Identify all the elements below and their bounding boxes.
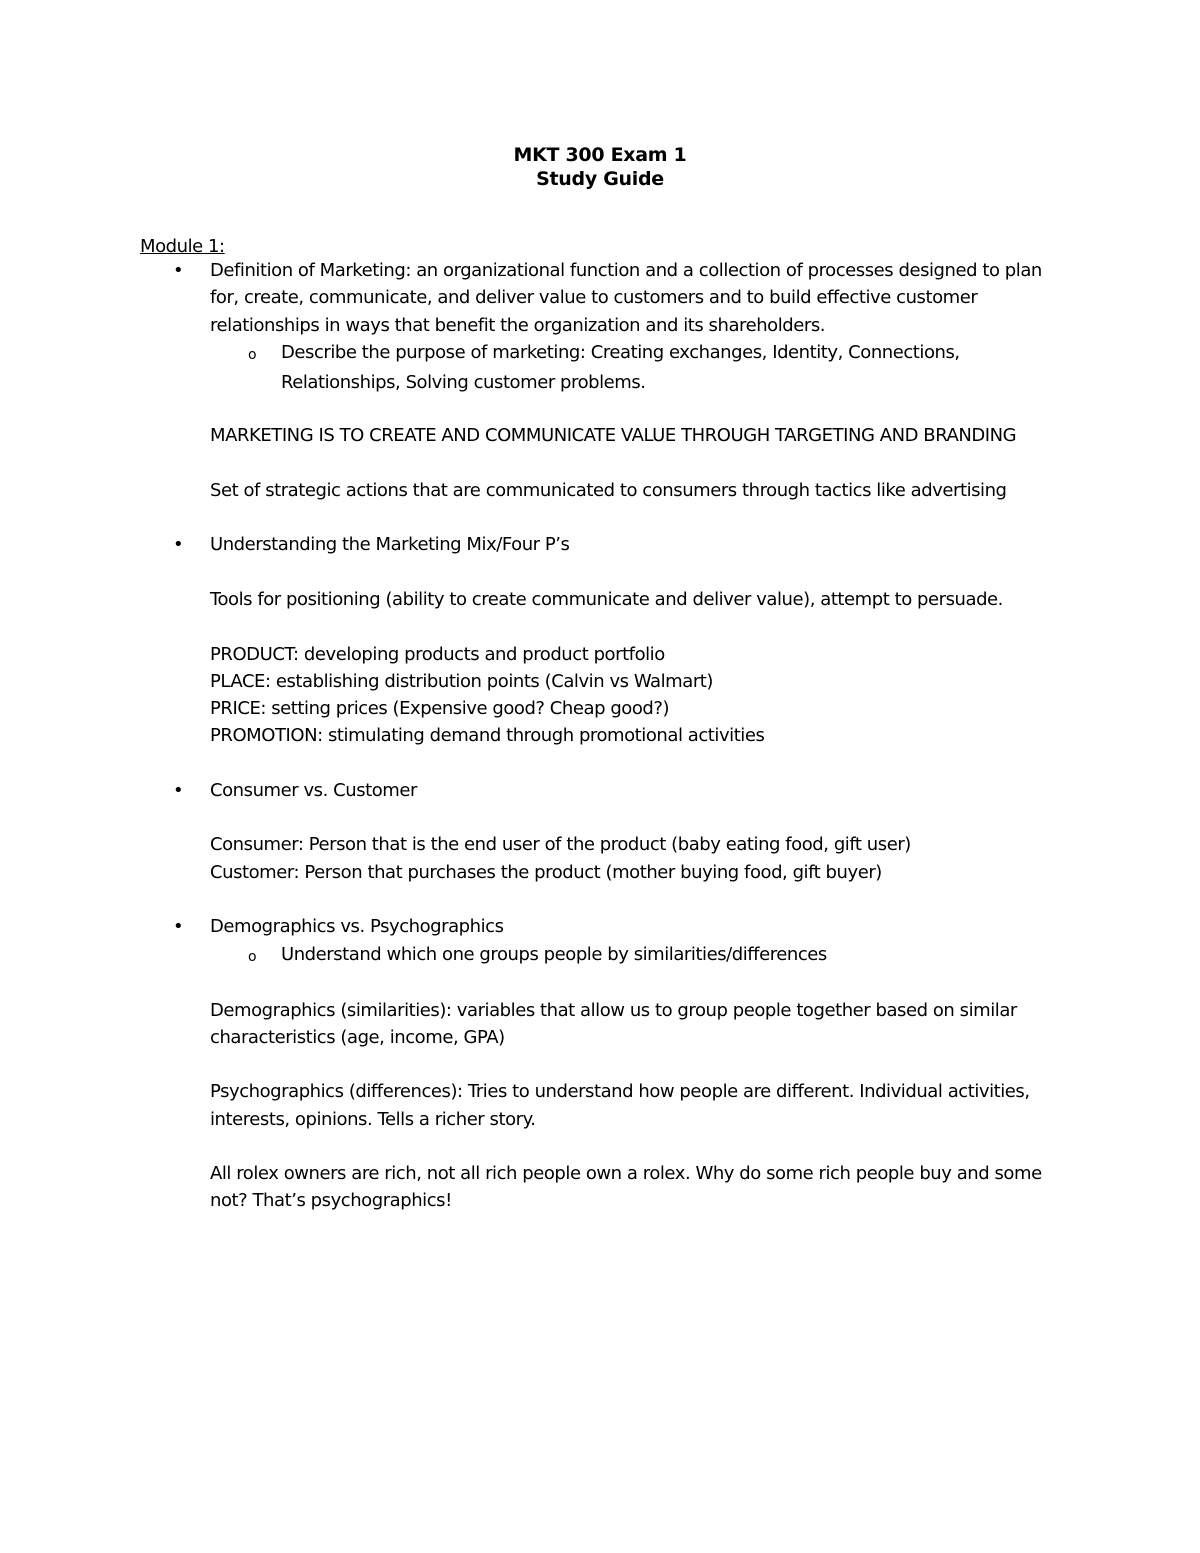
document-title: MKT 300 Exam 1 bbox=[513, 144, 687, 166]
psychographics-definition: interests, opinions. Tells a richer story. bbox=[210, 1109, 536, 1130]
bullet-icon: • bbox=[173, 534, 184, 555]
consumer-customer-heading: Consumer vs. Customer bbox=[210, 780, 417, 801]
rolex-example: All rolex owners are rich, not all rich people own a rolex. Why do some rich people buy and some bbox=[210, 1163, 1042, 1184]
bullet-icon: • bbox=[173, 260, 184, 281]
marketing-summary: MARKETING IS TO CREATE AND COMMUNICATE VALUE THROUGH TARGETING AND BRANDING bbox=[210, 425, 1017, 446]
four-p-item: PROMOTION: stimulating demand through promotional activities bbox=[210, 725, 765, 746]
document-subtitle: Study Guide bbox=[536, 168, 664, 190]
definition-line: relationships in ways that benefit the organization and its shareholders. bbox=[210, 315, 826, 336]
positioning-tools-note: Tools for positioning (ability to create communicate and deliver value), attempt to persuade. bbox=[210, 589, 1003, 610]
similarities-differences-note: Understand which one groups people by similarities/differences bbox=[281, 944, 827, 965]
rolex-example: not? That’s psychographics! bbox=[210, 1190, 452, 1211]
four-p-item: PRODUCT: developing products and product portfolio bbox=[210, 644, 665, 665]
demographics-heading: Demographics vs. Psychographics bbox=[210, 916, 504, 937]
bullet-icon: • bbox=[173, 916, 184, 937]
demographics-definition: Demographics (similarities): variables that allow us to group people together based on similar bbox=[210, 1000, 1017, 1021]
sub-bullet-icon: o bbox=[248, 949, 257, 965]
psychographics-definition: Psychographics (differences): Tries to understand how people are different. Individual activities, bbox=[210, 1081, 1030, 1102]
four-p-item: PRICE: setting prices (Expensive good? Cheap good?) bbox=[210, 698, 670, 719]
purpose-line: Relationships, Solving customer problems. bbox=[281, 372, 646, 393]
purpose-line: Describe the purpose of marketing: Creating exchanges, Identity, Connections, bbox=[281, 342, 960, 363]
sub-bullet-icon: o bbox=[248, 347, 257, 363]
four-p-item: PLACE: establishing distribution points (Calvin vs Walmart) bbox=[210, 671, 713, 692]
definition-line: for, create, communicate, and deliver value to customers and to build effective customer bbox=[210, 287, 978, 308]
module-heading: Module 1: bbox=[140, 236, 225, 257]
demographics-definition: characteristics (age, income, GPA) bbox=[210, 1027, 505, 1048]
customer-definition: Customer: Person that purchases the product (mother buying food, gift buyer) bbox=[210, 862, 882, 883]
consumer-definition: Consumer: Person that is the end user of the product (baby eating food, gift user) bbox=[210, 834, 911, 855]
strategic-actions-note: Set of strategic actions that are communicated to consumers through tactics like advertising bbox=[210, 480, 1007, 501]
marketing-mix-heading: Understanding the Marketing Mix/Four P’s bbox=[210, 534, 570, 555]
definition-line: Definition of Marketing: an organizational function and a collection of processes designed to plan bbox=[210, 260, 1042, 281]
bullet-icon: • bbox=[173, 780, 184, 801]
